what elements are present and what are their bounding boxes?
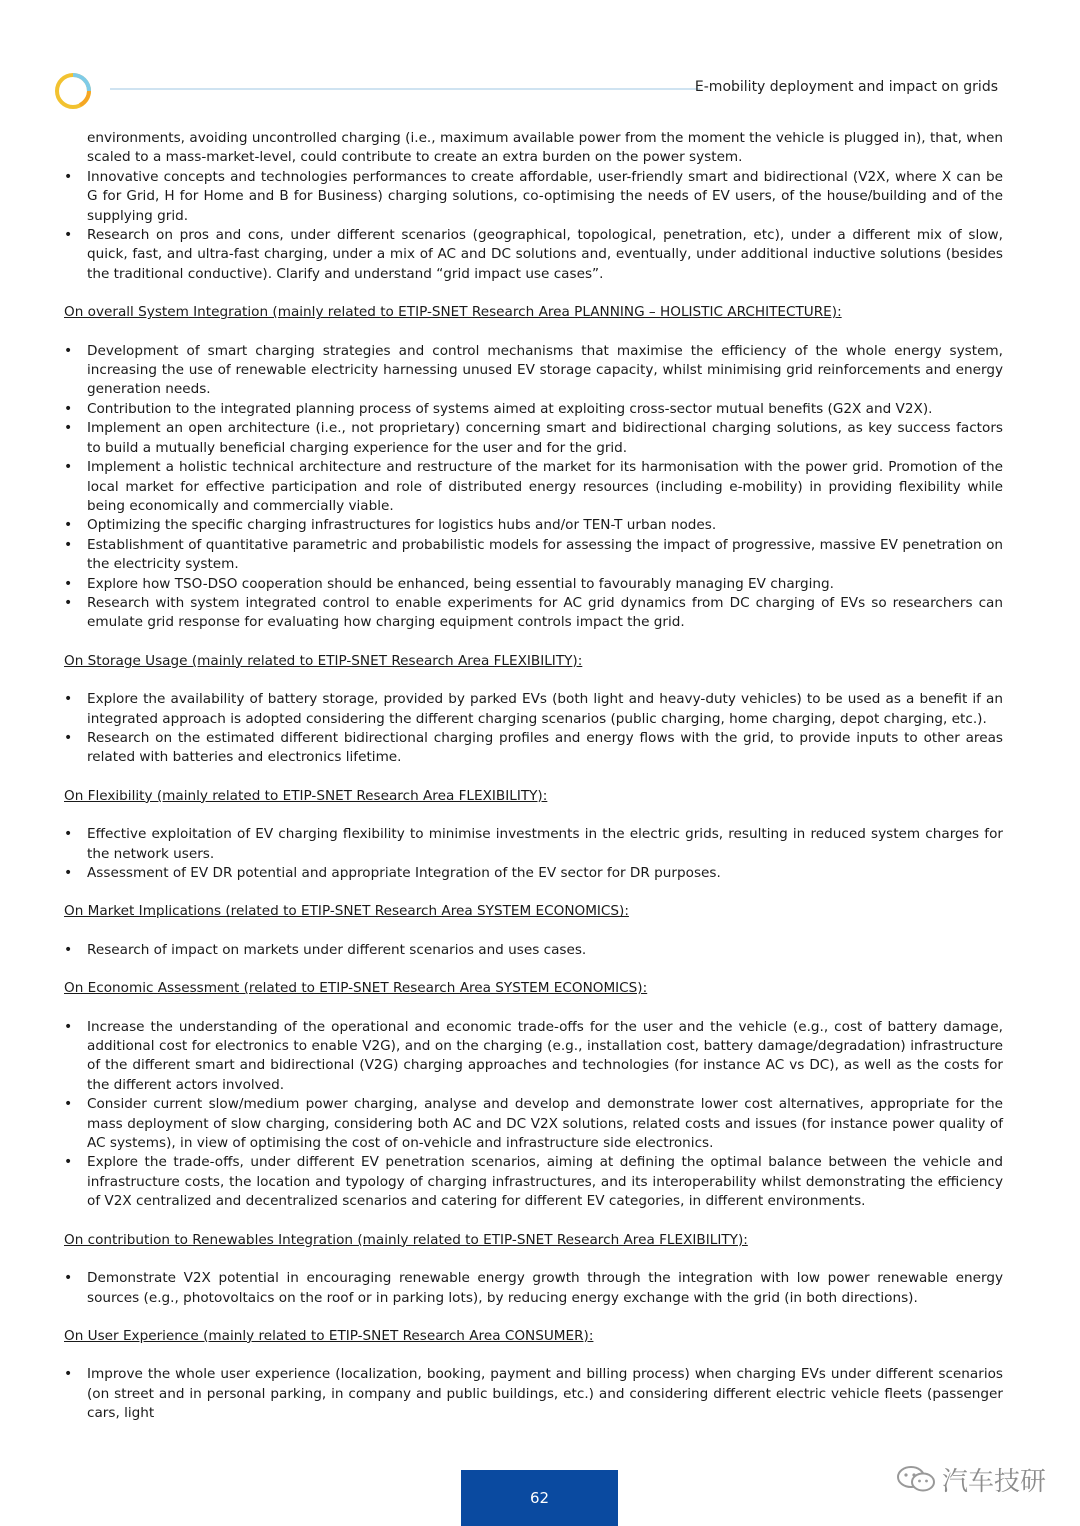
section-heading-renewables-integration: On contribution to Renewables Integration (mainly related to ETIP-SNET Research Area FLEXIBILITY):	[64, 1231, 748, 1248]
list-item: • Optimizing the specific charging infrastructures for logistics hubs and/or TEN-T urban nodes.	[64, 516, 1003, 535]
list-item: • Increase the understanding of the operational and economic trade-offs for the user and the vehicle (e.g., cost of battery damage, additional cost for electronics to enable V2G), and on the charging (e.g., installation cost, battery damage/degradation) infrastructure of the different smart and bidirectional (V2G) charging approaches and technologies (for instance AC vs DC), as well as the costs for the different actors involved.	[64, 1018, 1003, 1096]
list-item: • Explore the trade-offs, under different EV penetration scenarios, aiming at defining the optimal balance between the vehicle and infrastructure costs, the location and typology of charging infrastructures, and its interoperability whilst demonstrating the efficiency of V2X centralized and decentralized scenarios and catering for different EV categories, in different environments.	[64, 1153, 1003, 1211]
list-item: • Establishment of quantitative parametric and probabilistic models for assessing the impact of progressive, massive EV penetration on the electricity system.	[64, 536, 1003, 575]
intro-list	[64, 168, 1003, 284]
list-item: • Development of smart charging strategies and control mechanisms that maximise the efficiency of the whole energy system, increasing the use of renewable electricity harnessing unused EV storage capacity, whilst minimising grid reinforcements and energy generation needs.	[64, 342, 1003, 400]
list-item: • Demonstrate V2X potential in encouraging renewable energy growth through the integration with low power renewable energy sources (e.g., photovoltaics on the roof or in parking lots), by reducing energy exchange with the grid (in both directions).	[64, 1269, 1003, 1308]
page-number-box	[461, 1470, 618, 1526]
section-heading-market-implications: On Market Implications (related to ETIP-SNET Research Area SYSTEM ECONOMICS):	[64, 903, 629, 920]
ring-logo-icon	[52, 70, 94, 112]
storage-usage-list	[64, 690, 1003, 768]
header-rule	[110, 88, 700, 90]
section-heading-system-integration: On overall System Integration (mainly related to ETIP-SNET Research Area PLANNING – HOLISTIC ARCHITECTURE):	[64, 304, 842, 321]
wechat-icon	[896, 1464, 936, 1494]
section-heading-user-experience: On User Experience (mainly related to ETIP-SNET Research Area CONSUMER):	[64, 1327, 594, 1344]
list-item: • Explore the availability of battery storage, provided by parked EVs (both light and heavy-duty vehicles) to be used as a benefit if an integrated approach is adopted considering the different charging scenarios (public charging, home charging, depot charging, etc.).	[64, 690, 1003, 729]
list-item: • Effective exploitation of EV charging flexibility to minimise investments in the electric grids, resulting in reduced system charges for the network users.	[64, 825, 1003, 864]
page-number: 62	[529, 1489, 550, 1507]
section-heading-storage-usage: On Storage Usage (mainly related to ETIP-SNET Research Area FLEXIBILITY):	[64, 652, 583, 669]
list-item: • Innovative concepts and technologies performances to create affordable, user-friendly smart and bidirectional (V2X, where X can be G for Grid, H for Home and B for Business) charging solutions, co-optimising the needs of EV users, of the house/building and of the supplying grid.	[64, 168, 1003, 226]
section-heading-flexibility: On Flexibility (mainly related to ETIP-SNET Research Area FLEXIBILITY):	[64, 787, 548, 804]
list-item: • Improve the whole user experience (localization, booking, payment and billing process) when charging EVs under different scenarios (on street and in personal parking, in company and public buildings, etc.) and considering different electric vehicle fleets (passenger cars, light	[64, 1365, 1003, 1423]
economic-assessment-list	[64, 1018, 1003, 1212]
running-header-title: E-mobility deployment and impact on grids	[694, 79, 998, 95]
list-item: • Assessment of EV DR potential and appropriate Integration of the EV sector for DR purposes.	[64, 864, 1003, 883]
list-item: • Contribution to the integrated planning process of systems aimed at exploiting cross-sector mutual benefits (G2X and V2X).	[64, 400, 1003, 419]
list-item: • Explore how TSO-DSO cooperation should be enhanced, being essential to favourably managing EV charging.	[64, 575, 1003, 594]
flexibility-list	[64, 825, 1003, 883]
list-item: • Research on pros and cons, under different scenarios (geographical, topological, penetration, etc), under a different mix of slow, quick, fast, and ultra-fast charging, under a mix of AC and DC solutions and, eventually, under additional inductive solutions (besides the traditional conductive). Clarify and understand “grid impact use cases”.	[64, 226, 1003, 284]
system-integration-list	[64, 342, 1003, 633]
watermark	[896, 1461, 1046, 1497]
list-item: • Implement an open architecture (i.e., not proprietary) concerning smart and bidirectional charging solutions, as key success factors to build a mutually beneficial charging experience for the user and for the grid.	[64, 419, 1003, 458]
list-item: • Implement a holistic technical architecture and restructure of the market for its harmonisation with the power grid. Promotion of the local market for effective participation and role of distributed energy resources (including e-mobility) in providing flexibility while being economically and commercially viable.	[64, 458, 1003, 516]
list-item: • Research of impact on markets under different scenarios and uses cases.	[64, 941, 1003, 960]
section-heading-economic-assessment: On Economic Assessment (related to ETIP-SNET Research Area SYSTEM ECONOMICS):	[64, 980, 648, 997]
continuation-paragraph: environments, avoiding uncontrolled charging (i.e., maximum available power from the moment the vehicle is plugged in), that, when scaled to a mass-market-level, could contribute to create an extra burden on the power system.	[87, 130, 1003, 166]
watermark-text: 汽车技研	[941, 1466, 1046, 1497]
list-item: • Research with system integrated control to enable experiments for AC grid dynamics from DC charging of EVs so researchers can emulate grid response for evaluating how charging equipment controls impact the grid.	[64, 594, 1003, 633]
list-item: • Consider current slow/medium power charging, analyse and develop and demonstrate lower cost alternatives, appropriate for the mass deployment of slow charging, considering both AC and DC V2X solutions, related costs and issues (for instance power quality of AC systems), in view of optimising the cost of on-vehicle and infrastructure side electronics.	[64, 1095, 1003, 1153]
page-body	[64, 129, 1003, 1424]
renewables-integration-list	[64, 1269, 1003, 1308]
market-implications-list	[64, 941, 1003, 960]
user-experience-list	[64, 1365, 1003, 1423]
list-item: • Research on the estimated different bidirectional charging profiles and energy flows with the grid, to provide inputs to other areas related with batteries and electronics lifetime.	[64, 729, 1003, 768]
